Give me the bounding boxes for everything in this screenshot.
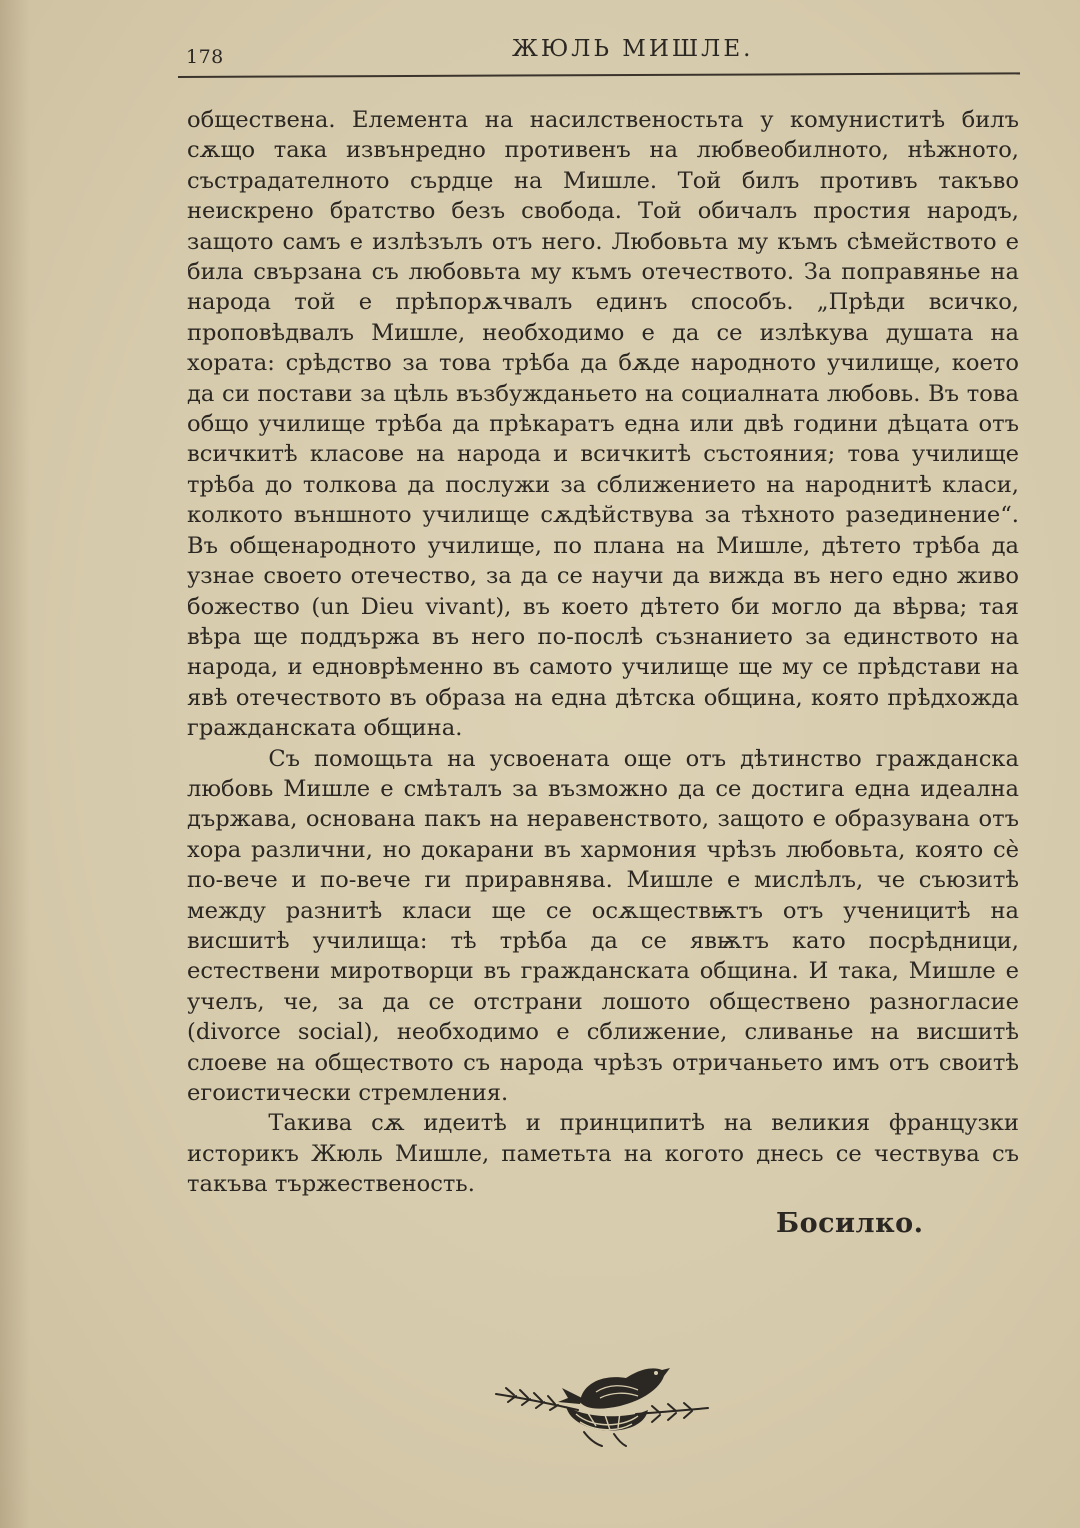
body-text [187,105,1019,1200]
paragraph-2: Съ помощьта на усвоената още отъ дѣтинство гражданска любовь Мишле е смѣталъ за възможно да се достига една идеална държава, основана пакъ на неравенството, защото е образувана отъ хора различни, но докарани въ хармония чрѣзъ любовьта, която сѐ по-вече и по-вече ги приравнява. Мишле е мислѣлъ, че съюзитѣ между разнитѣ класи ще се осѫществѭтъ отъ ученицитѣ на висшитѣ училища: тѣ трѣба да се явѭтъ като посрѣдници, естествени миротворци въ гражданската община. И така, Мишле е учелъ, че, за да се отстрани лошото обществено разногласие (divorce social), необходимо е сближение, сливанье на висшитѣ слоеве на обществото съ народа чрѣзъ отричаньето имъ отъ своитѣ егоистически стремления. [187,745,1019,1106]
running-head: ЖЮЛЬ МИШЛЕ. [512,36,754,62]
page-number: 178 [186,46,224,68]
paragraph-1: обществена. Елемента на насилственостьта у комуниститѣ билъ сѫщо така извънредно противенъ на любвеобилното, нѣжното, състрадателното сърдце на Мишле. Той билъ противъ такъво неискрено братство безъ свобода. Той обичалъ простия народъ, защото самъ е излѣзълъ отъ него. Любовьта му къмъ сѣмейството е била свързана съ любовьта му къмъ отечеството. За поправянье на народа той е прѣпорѫчвалъ единъ способъ. „Прѣди всичко, проповѣдвалъ Мишле, необходимо е да се излѣкува душата на хората: срѣдство за това трѣба да бѫде народното училище, което да си постави за цѣль възбужданьето на социалната любовь. Въ това общо училище трѣба да прѣкаратъ една или двѣ години дѣцата отъ всичкитѣ класове на народа и всичкитѣ състояния; това училище трѣба до толкова да послужи за сближението на народнитѣ класи, колкото външното училище сѫдѣйствува за тѣхното разединение“. Въ общенародното училище, по плана на Мишле, дѣтето трѣба да узнае своето отечество, за да се научи да вижда въ него едно живо божество (un Dieu vivant), въ което дѣтето би могло да вѣрва; тая вѣра ще поддържа въ него по-послѣ съзнанието за единството на народа, и едноврѣменно въ самото училище ще му се прѣдстави на явѣ отечеството въ образа на една дѣтска община, която прѣдхожда гражданската община. [187,107,1019,742]
bird-nest-vignette-icon [492,1348,712,1448]
header-rule [178,72,1020,78]
paragraph-3: Такива сѫ идеитѣ и принципитѣ на великия французки историкъ Жюль Мишле, паметьта на когото днесь се чествува съ такъва тържественость. [187,1110,1019,1198]
spine-shadow [0,0,30,1528]
author-signature: Босилко. [776,1208,924,1239]
